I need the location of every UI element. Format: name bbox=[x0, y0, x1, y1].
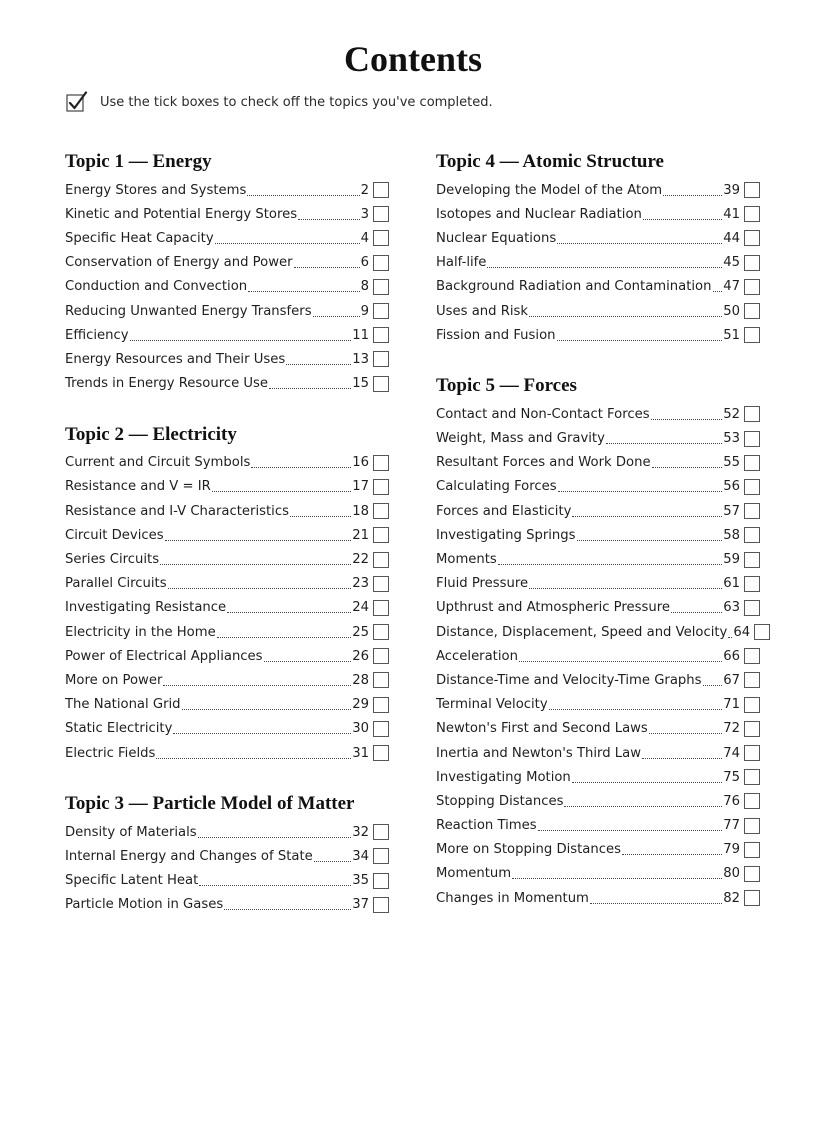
tick-box[interactable] bbox=[373, 600, 389, 616]
entry-title: Conservation of Energy and Power bbox=[65, 255, 293, 271]
dot-leader bbox=[642, 758, 722, 759]
contents-column-left bbox=[65, 148, 389, 942]
tick-box[interactable] bbox=[373, 721, 389, 737]
dot-leader bbox=[168, 588, 352, 589]
tick-box[interactable] bbox=[373, 527, 389, 543]
contents-entry bbox=[436, 572, 760, 596]
tick-box[interactable] bbox=[373, 230, 389, 246]
page-number: 25 bbox=[352, 624, 369, 640]
page-number: 67 bbox=[723, 672, 740, 688]
entry-title: Power of Electrical Appliances bbox=[65, 648, 263, 664]
page-number: 76 bbox=[723, 793, 740, 809]
contents-entry bbox=[436, 547, 760, 571]
page-number: 29 bbox=[352, 697, 369, 713]
dot-leader bbox=[577, 540, 723, 541]
dot-leader bbox=[651, 419, 723, 420]
contents-entry bbox=[436, 202, 760, 226]
tick-box[interactable] bbox=[744, 182, 760, 198]
dot-leader bbox=[286, 364, 351, 365]
page-number: 8 bbox=[360, 279, 369, 295]
dot-leader bbox=[663, 195, 722, 196]
dot-leader bbox=[269, 388, 351, 389]
entry-title: Resistance and V = IR bbox=[65, 479, 211, 495]
page-number: 6 bbox=[360, 255, 369, 271]
tick-box[interactable] bbox=[744, 890, 760, 906]
entry-title: Momentum bbox=[436, 866, 512, 882]
page-number: 53 bbox=[723, 431, 740, 447]
topic-heading: Topic 3 — Particle Model of Matter bbox=[65, 793, 355, 815]
page-number: 17 bbox=[352, 479, 369, 495]
entry-title: Circuit Devices bbox=[65, 527, 164, 543]
topic-heading: Topic 1 — Energy bbox=[65, 151, 212, 172]
tick-box[interactable] bbox=[744, 600, 760, 616]
entry-title: Fluid Pressure bbox=[436, 576, 529, 592]
page-number: 52 bbox=[723, 406, 740, 422]
entry-title: Parallel Circuits bbox=[65, 576, 167, 592]
entry-title: Specific Heat Capacity bbox=[65, 230, 214, 246]
page-number: 56 bbox=[723, 479, 740, 495]
page-number: 44 bbox=[723, 230, 740, 246]
page-number: 31 bbox=[352, 745, 369, 761]
page-number: 50 bbox=[723, 303, 740, 319]
dot-leader bbox=[671, 612, 722, 613]
contents-entry bbox=[65, 596, 389, 620]
contents-entry bbox=[65, 547, 389, 571]
tick-box[interactable] bbox=[744, 552, 760, 568]
tick-box[interactable] bbox=[373, 376, 389, 392]
entry-title: Weight, Mass and Gravity bbox=[436, 431, 605, 447]
contents-entry bbox=[436, 323, 760, 347]
dot-leader bbox=[549, 709, 723, 710]
contents-entry bbox=[436, 717, 760, 741]
contents-entry bbox=[436, 596, 760, 620]
entry-title: Terminal Velocity bbox=[436, 697, 548, 713]
page-number: 9 bbox=[360, 303, 369, 319]
tick-box[interactable] bbox=[744, 206, 760, 222]
page-number: 63 bbox=[723, 600, 740, 616]
dot-leader bbox=[165, 540, 352, 541]
dot-leader bbox=[224, 909, 351, 910]
entry-title: Acceleration bbox=[436, 648, 518, 664]
entry-title: Forces and Elasticity bbox=[436, 503, 572, 519]
entry-title: Half-life bbox=[436, 255, 487, 271]
contents-entry bbox=[436, 765, 760, 789]
topic-heading: Topic 4 — Atomic Structure bbox=[436, 151, 664, 172]
entry-title: Investigating Motion bbox=[436, 769, 571, 785]
tick-box[interactable] bbox=[744, 697, 760, 713]
tick-box[interactable] bbox=[744, 672, 760, 688]
tick-box[interactable] bbox=[373, 255, 389, 271]
dot-leader bbox=[572, 782, 722, 783]
contents-entry bbox=[436, 475, 760, 499]
tick-box[interactable] bbox=[373, 552, 389, 568]
tick-box[interactable] bbox=[744, 303, 760, 319]
page-number: 47 bbox=[723, 279, 740, 295]
contents-entry bbox=[436, 299, 760, 323]
page-number: 61 bbox=[723, 576, 740, 592]
page-number: 34 bbox=[352, 848, 369, 864]
contents-entry bbox=[65, 644, 389, 668]
checkbox-tick-icon bbox=[66, 91, 88, 113]
topic-section bbox=[65, 421, 389, 765]
entry-title: More on Power bbox=[65, 672, 163, 688]
contents-entry bbox=[436, 862, 760, 886]
entry-title: Electricity in the Home bbox=[65, 624, 216, 640]
entry-title: Particle Motion in Gases bbox=[65, 897, 224, 913]
tick-box[interactable] bbox=[373, 873, 389, 889]
entry-title: Specific Latent Heat bbox=[65, 873, 199, 889]
dot-leader bbox=[622, 854, 722, 855]
page-number: 55 bbox=[723, 455, 740, 471]
entry-title: Contact and Non-Contact Forces bbox=[436, 406, 650, 422]
page-number: 11 bbox=[352, 327, 369, 343]
page-number: 58 bbox=[723, 527, 740, 543]
contents-entry bbox=[65, 226, 389, 250]
contents-entry bbox=[65, 299, 389, 323]
tick-box[interactable] bbox=[373, 503, 389, 519]
page-number: 51 bbox=[723, 327, 740, 343]
entry-title: Reducing Unwanted Energy Transfers bbox=[65, 303, 312, 319]
tick-box[interactable] bbox=[373, 279, 389, 295]
entry-title: Resultant Forces and Work Done bbox=[436, 455, 651, 471]
topic-heading: Topic 2 — Electricity bbox=[65, 423, 237, 445]
dot-leader bbox=[649, 733, 722, 734]
entry-title: Investigating Springs bbox=[436, 527, 576, 543]
contents-entry bbox=[65, 323, 389, 347]
dot-leader bbox=[498, 564, 722, 565]
contents-entry bbox=[436, 523, 760, 547]
dot-leader bbox=[212, 491, 351, 492]
tick-box[interactable] bbox=[373, 576, 389, 592]
tick-box[interactable] bbox=[373, 697, 389, 713]
tick-box[interactable] bbox=[754, 624, 770, 640]
contents-entry bbox=[436, 838, 760, 862]
dot-leader bbox=[163, 685, 351, 686]
tick-box[interactable] bbox=[373, 848, 389, 864]
page-number: 26 bbox=[352, 648, 369, 664]
page-number: 72 bbox=[723, 721, 740, 737]
page-title: Contents bbox=[343, 39, 482, 79]
tick-box[interactable] bbox=[744, 527, 760, 543]
entry-title: Upthrust and Atmospheric Pressure bbox=[436, 600, 670, 616]
dot-leader bbox=[298, 219, 359, 220]
page-number: 16 bbox=[352, 455, 369, 471]
entry-title: Conduction and Convection bbox=[65, 279, 248, 295]
dot-leader bbox=[572, 516, 722, 517]
tick-box[interactable] bbox=[744, 503, 760, 519]
tick-box[interactable] bbox=[744, 255, 760, 271]
entry-title: Density of Materials bbox=[65, 824, 197, 840]
page-number: 41 bbox=[723, 206, 740, 222]
tick-box[interactable] bbox=[373, 455, 389, 471]
entry-title: Newton's First and Second Laws bbox=[436, 721, 648, 737]
page-number: 23 bbox=[352, 576, 369, 592]
page-number: 80 bbox=[723, 866, 740, 882]
dot-leader bbox=[529, 316, 722, 317]
page-number: 32 bbox=[352, 824, 369, 840]
entry-title: Energy Resources and Their Uses bbox=[65, 351, 286, 367]
contents-entry bbox=[65, 844, 389, 868]
dot-leader bbox=[728, 637, 732, 638]
entry-title: Nuclear Equations bbox=[436, 230, 557, 246]
contents-entry bbox=[436, 644, 760, 668]
contents-entry bbox=[65, 202, 389, 226]
contents-entry bbox=[65, 523, 389, 547]
tick-box[interactable] bbox=[744, 406, 760, 422]
tick-box[interactable] bbox=[373, 824, 389, 840]
page-number: 64 bbox=[733, 624, 751, 640]
dot-leader bbox=[248, 291, 359, 292]
page-number: 2 bbox=[360, 182, 369, 198]
tick-box[interactable] bbox=[744, 818, 760, 834]
contents-entry bbox=[436, 693, 760, 717]
entry-title: Kinetic and Potential Energy Stores bbox=[65, 206, 298, 222]
contents-entry bbox=[436, 402, 760, 426]
dot-leader bbox=[564, 806, 722, 807]
dot-leader bbox=[487, 267, 722, 268]
topic-section bbox=[436, 372, 760, 910]
contents-entry bbox=[65, 668, 389, 692]
tick-box[interactable] bbox=[373, 672, 389, 688]
tick-box[interactable] bbox=[744, 866, 760, 882]
tick-box[interactable] bbox=[373, 624, 389, 640]
entry-title: Efficiency bbox=[65, 327, 129, 343]
entry-title: Background Radiation and Contamination bbox=[436, 279, 712, 295]
page-number: 22 bbox=[352, 552, 369, 568]
tick-box[interactable] bbox=[744, 842, 760, 858]
dot-leader bbox=[215, 243, 360, 244]
topic-section bbox=[65, 148, 389, 396]
dot-leader bbox=[182, 709, 352, 710]
page-number: 82 bbox=[723, 890, 740, 906]
contents-entry bbox=[65, 869, 389, 893]
entry-title: Stopping Distances bbox=[436, 793, 564, 809]
contents-column-right bbox=[436, 148, 760, 935]
tick-box[interactable] bbox=[373, 648, 389, 664]
page-number: 24 bbox=[352, 600, 369, 616]
dot-leader bbox=[538, 830, 723, 831]
contents-entry bbox=[436, 668, 760, 692]
dot-leader bbox=[512, 878, 722, 879]
tick-box[interactable] bbox=[744, 279, 760, 295]
entry-title: Static Electricity bbox=[65, 721, 173, 737]
page-number: 45 bbox=[723, 255, 740, 271]
contents-entry bbox=[436, 741, 760, 765]
dot-leader bbox=[217, 637, 352, 638]
entry-title: Isotopes and Nuclear Radiation bbox=[436, 206, 642, 222]
entry-title: Uses and Risk bbox=[436, 303, 529, 319]
tick-box[interactable] bbox=[744, 793, 760, 809]
entry-title: Reaction Times bbox=[436, 818, 537, 834]
entry-title: The National Grid bbox=[65, 697, 181, 713]
tick-box[interactable] bbox=[373, 206, 389, 222]
page-number: 4 bbox=[360, 230, 369, 246]
topic-section bbox=[65, 790, 389, 917]
contents-entry bbox=[436, 178, 760, 202]
contents-entry bbox=[65, 499, 389, 523]
entry-title: Investigating Resistance bbox=[65, 600, 227, 616]
tick-box[interactable] bbox=[744, 721, 760, 737]
dot-leader bbox=[160, 564, 351, 565]
contents-entry bbox=[436, 886, 760, 910]
page-number: 74 bbox=[723, 745, 740, 761]
page-number: 75 bbox=[723, 769, 740, 785]
dot-leader bbox=[156, 758, 351, 759]
entry-title: Trends in Energy Resource Use bbox=[65, 376, 269, 392]
page-number: 3 bbox=[360, 206, 369, 222]
dot-leader bbox=[173, 733, 351, 734]
dot-leader bbox=[643, 219, 722, 220]
dot-leader bbox=[558, 491, 723, 492]
page-number: 13 bbox=[352, 351, 369, 367]
entry-title: Current and Circuit Symbols bbox=[65, 455, 251, 471]
contents-entry bbox=[436, 789, 760, 813]
page-number: 18 bbox=[352, 503, 369, 519]
dot-leader bbox=[227, 612, 351, 613]
page-number: 77 bbox=[723, 818, 740, 834]
contents-entry bbox=[65, 717, 389, 741]
contents-entry bbox=[65, 347, 389, 371]
entry-title: Developing the Model of the Atom bbox=[436, 182, 663, 198]
dot-leader bbox=[557, 243, 722, 244]
page-number: 21 bbox=[352, 527, 369, 543]
page-number: 28 bbox=[352, 672, 369, 688]
dot-leader bbox=[519, 661, 722, 662]
dot-leader bbox=[198, 837, 352, 838]
contents-entry bbox=[65, 620, 389, 644]
contents-entry bbox=[436, 226, 760, 250]
contents-entry bbox=[436, 251, 760, 275]
contents-entry bbox=[65, 275, 389, 299]
entry-title: Distance-Time and Velocity-Time Graphs bbox=[436, 672, 702, 688]
tick-box[interactable] bbox=[373, 327, 389, 343]
page-number: 39 bbox=[723, 182, 740, 198]
dot-leader bbox=[314, 861, 351, 862]
contents-entry bbox=[436, 427, 760, 451]
contents-entry bbox=[65, 893, 389, 917]
tick-box[interactable] bbox=[373, 745, 389, 761]
page-number: 57 bbox=[723, 503, 740, 519]
page-number: 59 bbox=[723, 552, 740, 568]
topic-section bbox=[436, 148, 760, 347]
entry-title: Internal Energy and Changes of State bbox=[65, 848, 313, 864]
dot-leader bbox=[247, 195, 359, 196]
dot-leader bbox=[590, 903, 722, 904]
contents-entry bbox=[65, 741, 389, 765]
page-number: 71 bbox=[723, 697, 740, 713]
contents-entry bbox=[65, 693, 389, 717]
contents-entry bbox=[436, 451, 760, 475]
entry-title: Resistance and I-V Characteristics bbox=[65, 503, 289, 519]
dot-leader bbox=[264, 661, 352, 662]
dot-leader bbox=[290, 516, 351, 517]
entry-title: Moments bbox=[436, 552, 497, 568]
intro-note bbox=[66, 90, 493, 114]
tick-box[interactable] bbox=[744, 431, 760, 447]
dot-leader bbox=[606, 443, 722, 444]
dot-leader bbox=[313, 316, 360, 317]
contents-entry bbox=[436, 814, 760, 838]
dot-leader bbox=[703, 685, 723, 686]
contents-entry bbox=[65, 572, 389, 596]
entry-title: Fission and Fusion bbox=[436, 327, 556, 343]
contents-entry bbox=[436, 275, 760, 299]
tick-box[interactable] bbox=[373, 182, 389, 198]
entry-title: Electric Fields bbox=[65, 745, 156, 761]
page-number: 66 bbox=[723, 648, 740, 664]
tick-box[interactable] bbox=[744, 230, 760, 246]
tick-box[interactable] bbox=[373, 351, 389, 367]
tick-box[interactable] bbox=[744, 455, 760, 471]
contents-entry bbox=[65, 251, 389, 275]
entry-title: Distance, Displacement, Speed and Velocity bbox=[436, 624, 728, 640]
contents-entry bbox=[65, 178, 389, 202]
page-number: 35 bbox=[352, 873, 369, 889]
dot-leader bbox=[713, 291, 723, 292]
entry-title: More on Stopping Distances bbox=[436, 842, 621, 858]
contents-entry bbox=[65, 820, 389, 844]
tick-box[interactable] bbox=[744, 327, 760, 343]
contents-entry bbox=[436, 620, 760, 644]
page-number: 15 bbox=[352, 376, 369, 392]
page-number: 30 bbox=[352, 721, 369, 737]
dot-leader bbox=[652, 467, 723, 468]
tick-box[interactable] bbox=[373, 303, 389, 319]
tick-box[interactable] bbox=[373, 479, 389, 495]
dot-leader bbox=[251, 467, 351, 468]
tick-box[interactable] bbox=[373, 897, 389, 913]
contents-entry bbox=[65, 451, 389, 475]
contents-entry bbox=[436, 499, 760, 523]
page-number: 79 bbox=[723, 842, 740, 858]
entry-title: Inertia and Newton's Third Law bbox=[436, 745, 641, 761]
contents-entry bbox=[65, 372, 389, 396]
topic-heading: Topic 5 — Forces bbox=[436, 375, 577, 397]
entry-title: Energy Stores and Systems bbox=[65, 182, 247, 198]
tick-box[interactable] bbox=[744, 576, 760, 592]
entry-title: Calculating Forces bbox=[436, 479, 557, 495]
dot-leader bbox=[199, 885, 351, 886]
dot-leader bbox=[294, 267, 360, 268]
tick-box[interactable] bbox=[744, 745, 760, 761]
dot-leader bbox=[557, 340, 723, 341]
page-number: 37 bbox=[352, 897, 369, 913]
entry-title: Series Circuits bbox=[65, 552, 160, 568]
tick-box[interactable] bbox=[744, 648, 760, 664]
contents-entry bbox=[65, 475, 389, 499]
entry-title: Changes in Momentum bbox=[436, 890, 589, 906]
dot-leader bbox=[529, 588, 722, 589]
tick-box[interactable] bbox=[744, 479, 760, 495]
dot-leader bbox=[130, 340, 352, 341]
intro-text: Use the tick boxes to check off the topics you've completed. bbox=[100, 94, 493, 110]
tick-box[interactable] bbox=[744, 769, 760, 785]
